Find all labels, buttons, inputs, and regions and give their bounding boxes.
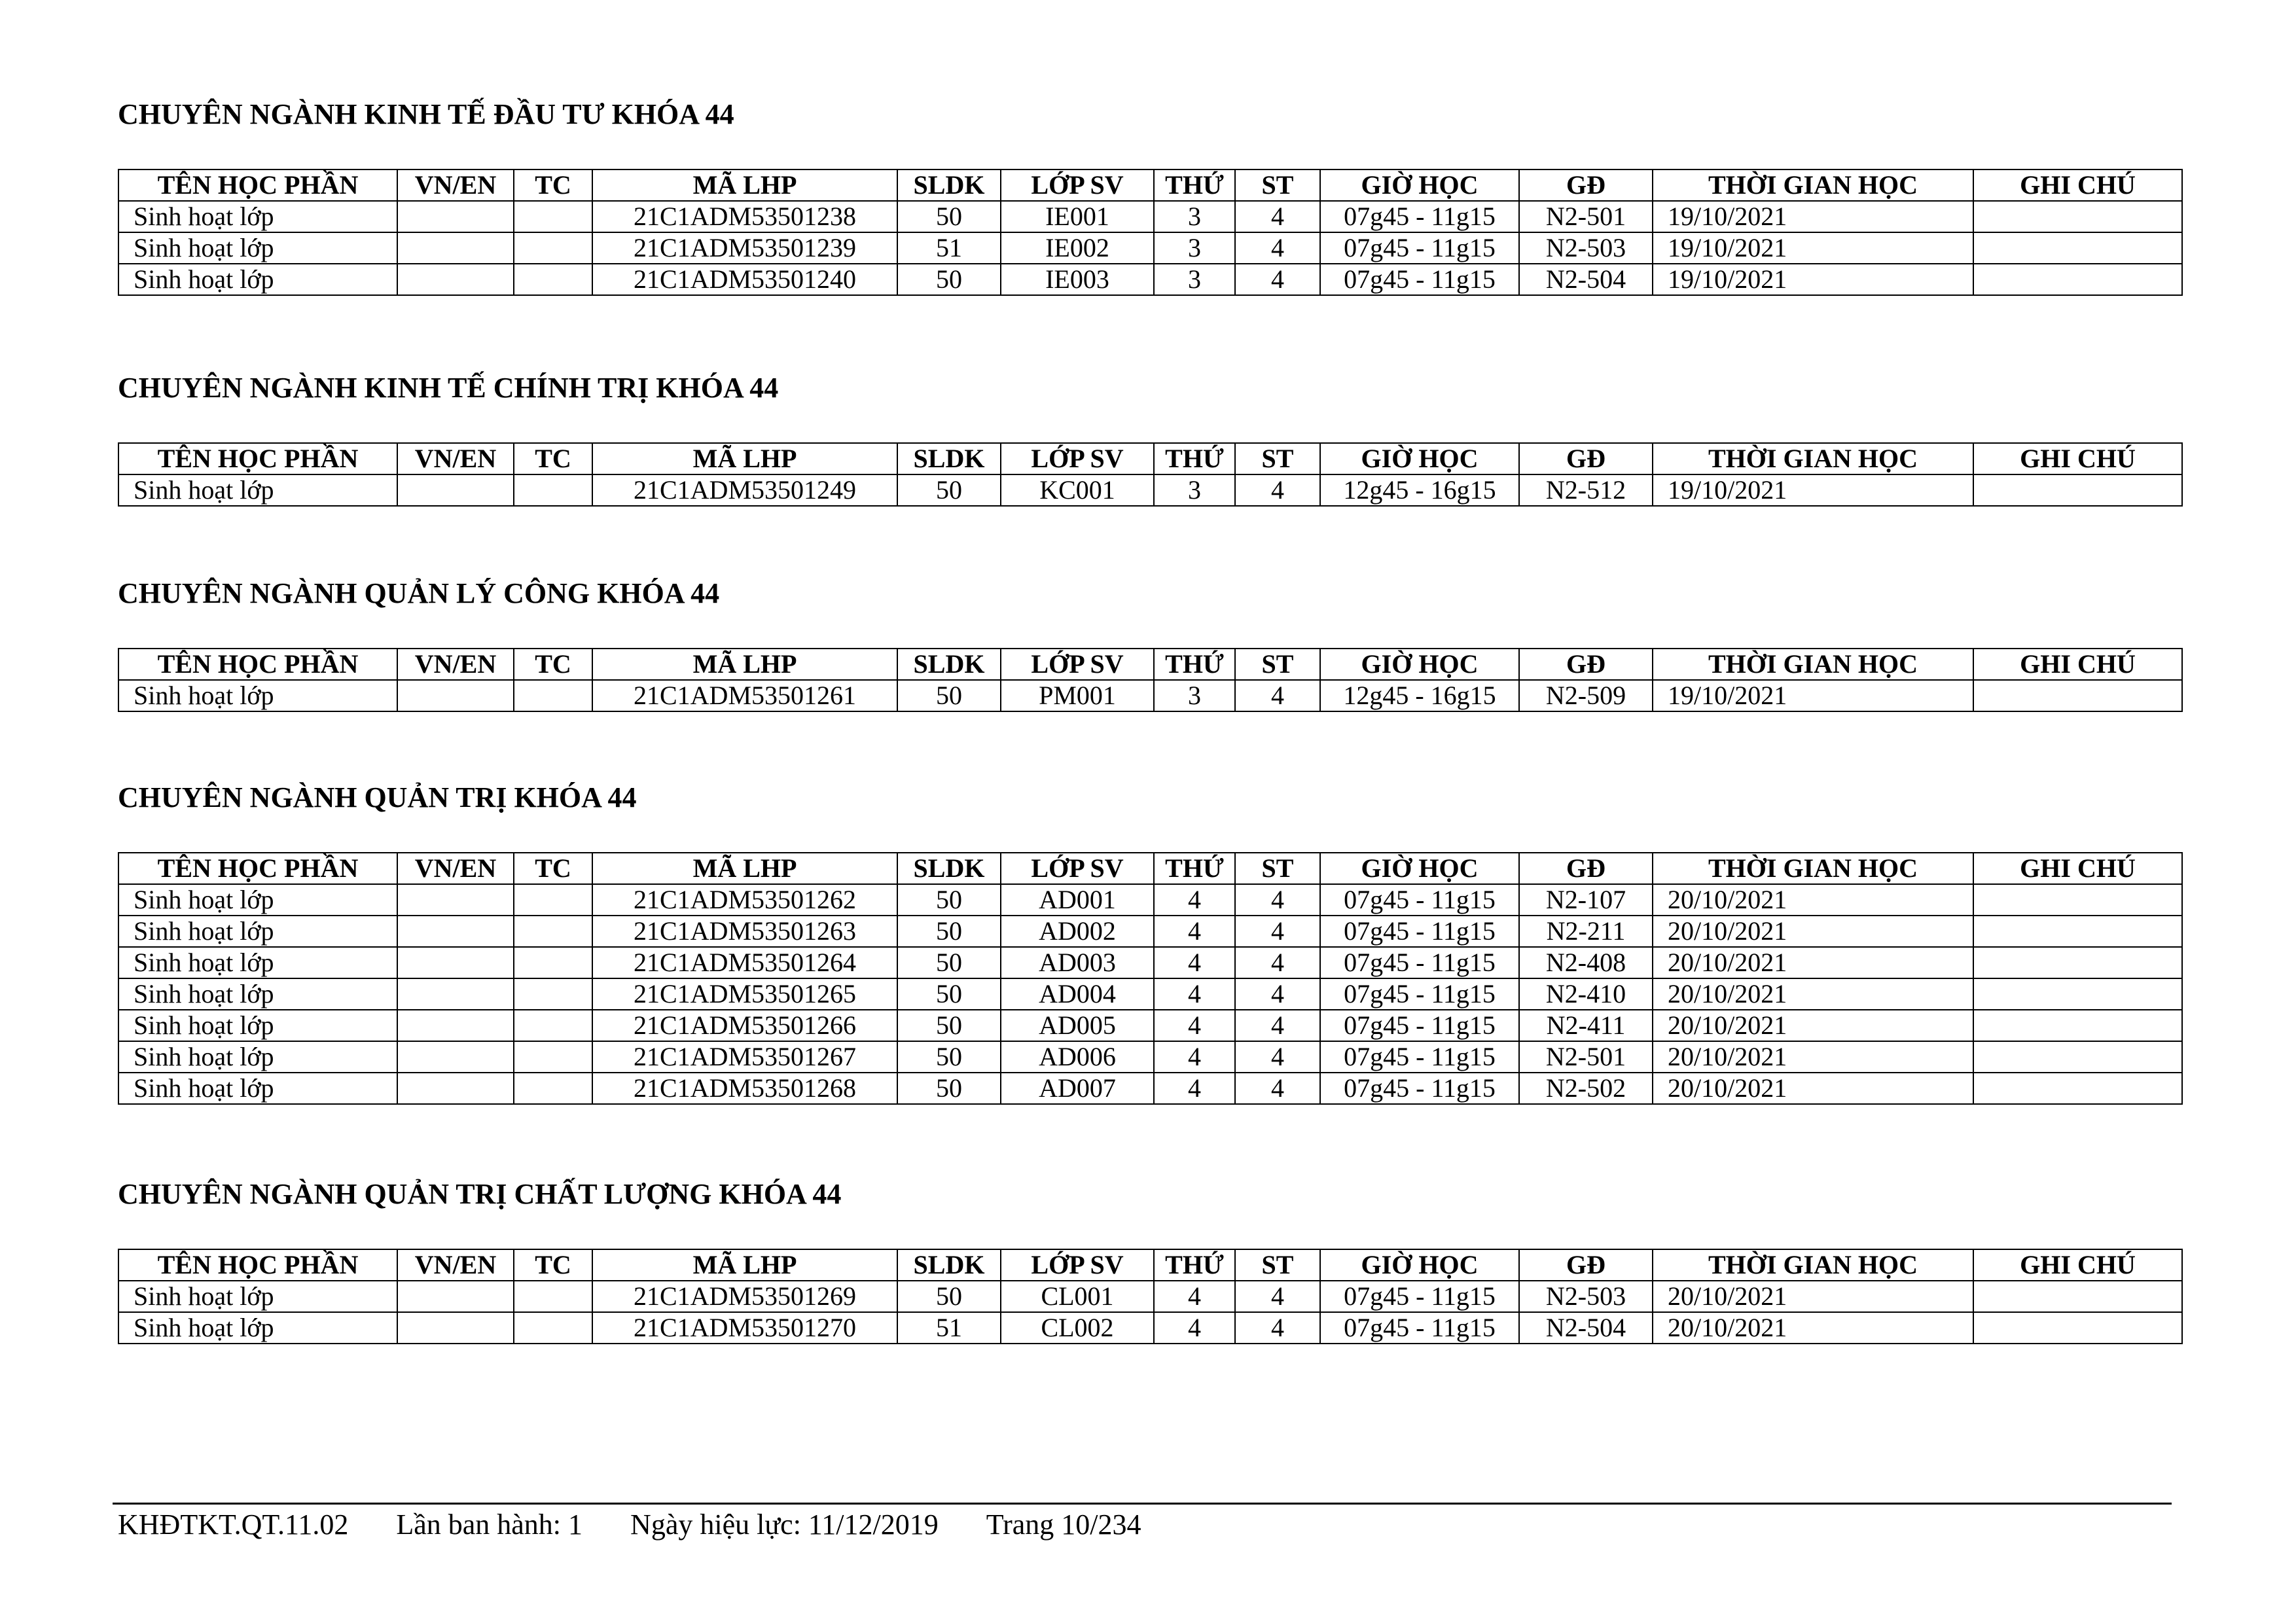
cell-room: N2-211 [1519,916,1653,947]
cell-credits [514,1281,592,1312]
cell-room: N2-410 [1519,978,1653,1010]
cell-study-time: 07g45 - 11g15 [1320,1281,1519,1312]
table-row [118,201,2182,232]
cell-study-time: 07g45 - 11g15 [1320,1312,1519,1344]
cell-study-time: 07g45 - 11g15 [1320,884,1519,916]
cell-note [1973,916,2182,947]
column-header-room: GĐ [1519,169,1653,201]
column-header-registered-count: SLDK [897,649,1001,680]
cell-course-name: Sinh hoạt lớp [118,680,397,711]
cell-weekday: 3 [1154,264,1235,295]
column-header-registered-count: SLDK [897,1249,1001,1281]
schedule-table [118,852,2183,1105]
cell-note [1973,978,2182,1010]
page-footer [118,1507,1182,1543]
cell-student-class: AD003 [1001,947,1154,978]
cell-weekday: 3 [1154,201,1235,232]
cell-class-code: 21C1ADM53501239 [592,232,897,264]
column-header-room: GĐ [1519,649,1653,680]
column-header-note: GHI CHÚ [1973,1249,2182,1281]
table-row [118,1312,2182,1344]
cell-note [1973,1073,2182,1104]
cell-room: N2-512 [1519,474,1653,506]
schedule-table [118,442,2183,507]
cell-note [1973,1041,2182,1073]
cell-credits [514,884,592,916]
column-header-class-code: MÃ LHP [592,853,897,884]
column-header-credits: TC [514,649,592,680]
cell-study-date: 19/10/2021 [1653,232,1973,264]
cell-note [1973,884,2182,916]
cell-weekday: 3 [1154,680,1235,711]
cell-weekday: 4 [1154,1010,1235,1041]
cell-student-class: AD004 [1001,978,1154,1010]
cell-periods: 4 [1235,916,1320,947]
column-header-room: GĐ [1519,853,1653,884]
cell-language [397,474,514,506]
column-header-weekday: THỨ [1154,649,1235,680]
column-header-periods: ST [1235,443,1320,474]
cell-registered-count: 50 [897,978,1001,1010]
cell-student-class: IE003 [1001,264,1154,295]
column-header-room: GĐ [1519,443,1653,474]
cell-note [1973,1010,2182,1041]
cell-language [397,201,514,232]
cell-periods: 4 [1235,680,1320,711]
cell-registered-count: 50 [897,1073,1001,1104]
cell-weekday: 4 [1154,1073,1235,1104]
column-header-periods: ST [1235,169,1320,201]
column-header-language: VN/EN [397,443,514,474]
cell-course-name: Sinh hoạt lớp [118,1010,397,1041]
column-header-language: VN/EN [397,649,514,680]
cell-weekday: 3 [1154,474,1235,506]
cell-student-class: AD007 [1001,1073,1154,1104]
cell-room: N2-504 [1519,1312,1653,1344]
cell-language [397,884,514,916]
column-header-registered-count: SLDK [897,169,1001,201]
cell-note [1973,947,2182,978]
cell-study-date: 20/10/2021 [1653,884,1973,916]
cell-periods: 4 [1235,978,1320,1010]
footer-document-code: KHĐTKT.QT.11.02 [118,1508,349,1541]
column-header-class-code: MÃ LHP [592,1249,897,1281]
cell-weekday: 4 [1154,1312,1235,1344]
section-title: CHUYÊN NGÀNH QUẢN LÝ CÔNG KHÓA 44 [118,577,720,609]
cell-language [397,680,514,711]
cell-course-name: Sinh hoạt lớp [118,232,397,264]
schedule-section [118,576,2181,710]
column-header-study-date: THỜI GIAN HỌC [1653,169,1973,201]
column-header-student-class: LỚP SV [1001,169,1154,201]
table-row [118,474,2182,506]
cell-student-class: IE002 [1001,232,1154,264]
column-header-periods: ST [1235,1249,1320,1281]
column-header-student-class: LỚP SV [1001,443,1154,474]
table-header-row [118,1249,2182,1281]
cell-room: N2-411 [1519,1010,1653,1041]
cell-room: N2-107 [1519,884,1653,916]
cell-room: N2-501 [1519,1041,1653,1073]
cell-language [397,1312,514,1344]
column-header-study-time: GIỜ HỌC [1320,1249,1519,1281]
table-header-row [118,443,2182,474]
column-header-weekday: THỨ [1154,853,1235,884]
cell-student-class: AD005 [1001,1010,1154,1041]
cell-study-time: 07g45 - 11g15 [1320,916,1519,947]
cell-course-name: Sinh hoạt lớp [118,947,397,978]
footer-page-number: Trang 10/234 [986,1508,1141,1541]
cell-course-name: Sinh hoạt lớp [118,978,397,1010]
cell-class-code: 21C1ADM53501267 [592,1041,897,1073]
table-row [118,1041,2182,1073]
table-row [118,264,2182,295]
column-header-registered-count: SLDK [897,443,1001,474]
column-header-course-name: TÊN HỌC PHẦN [118,443,397,474]
cell-class-code: 21C1ADM53501269 [592,1281,897,1312]
cell-study-time: 12g45 - 16g15 [1320,680,1519,711]
table-row [118,947,2182,978]
cell-study-date: 19/10/2021 [1653,201,1973,232]
cell-room: N2-502 [1519,1073,1653,1104]
column-header-note: GHI CHÚ [1973,169,2182,201]
column-header-note: GHI CHÚ [1973,443,2182,474]
column-header-weekday: THỨ [1154,1249,1235,1281]
column-header-study-date: THỜI GIAN HỌC [1653,853,1973,884]
cell-credits [514,474,592,506]
cell-language [397,916,514,947]
cell-credits [514,201,592,232]
table-header-row [118,853,2182,884]
cell-periods: 4 [1235,947,1320,978]
cell-registered-count: 51 [897,1312,1001,1344]
footer-divider [113,1503,2172,1505]
column-header-language: VN/EN [397,1249,514,1281]
schedule-table [118,1249,2183,1344]
column-header-periods: ST [1235,649,1320,680]
section-title: CHUYÊN NGÀNH QUẢN TRỊ CHẤT LƯỢNG KHÓA 44 [118,1178,842,1210]
cell-class-code: 21C1ADM53501240 [592,264,897,295]
cell-room: N2-503 [1519,232,1653,264]
cell-language [397,232,514,264]
column-header-credits: TC [514,169,592,201]
cell-language [397,1041,514,1073]
table-row [118,916,2182,947]
cell-class-code: 21C1ADM53501263 [592,916,897,947]
cell-class-code: 21C1ADM53501270 [592,1312,897,1344]
cell-registered-count: 50 [897,680,1001,711]
cell-student-class: AD006 [1001,1041,1154,1073]
cell-note [1973,201,2182,232]
cell-periods: 4 [1235,1312,1320,1344]
cell-language [397,1073,514,1104]
cell-room: N2-408 [1519,947,1653,978]
column-header-class-code: MÃ LHP [592,169,897,201]
column-header-study-time: GIỜ HỌC [1320,169,1519,201]
cell-study-date: 20/10/2021 [1653,1312,1973,1344]
cell-note [1973,264,2182,295]
cell-credits [514,264,592,295]
column-header-study-date: THỜI GIAN HỌC [1653,1249,1973,1281]
cell-registered-count: 50 [897,916,1001,947]
column-header-class-code: MÃ LHP [592,649,897,680]
cell-periods: 4 [1235,1041,1320,1073]
column-header-student-class: LỚP SV [1001,649,1154,680]
column-header-credits: TC [514,853,592,884]
cell-course-name: Sinh hoạt lớp [118,264,397,295]
table-row [118,1010,2182,1041]
cell-periods: 4 [1235,474,1320,506]
cell-registered-count: 51 [897,232,1001,264]
table-row [118,680,2182,711]
cell-credits [514,1312,592,1344]
column-header-course-name: TÊN HỌC PHẦN [118,1249,397,1281]
column-header-registered-count: SLDK [897,853,1001,884]
cell-registered-count: 50 [897,1281,1001,1312]
table-row [118,232,2182,264]
cell-room: N2-501 [1519,201,1653,232]
cell-weekday: 4 [1154,1281,1235,1312]
section-title: CHUYÊN NGÀNH KINH TẾ CHÍNH TRỊ KHÓA 44 [118,372,779,404]
table-row [118,978,2182,1010]
cell-student-class: AD002 [1001,916,1154,947]
column-header-periods: ST [1235,853,1320,884]
cell-credits [514,232,592,264]
cell-credits [514,1041,592,1073]
cell-room: N2-509 [1519,680,1653,711]
cell-student-class: CL001 [1001,1281,1154,1312]
cell-room: N2-504 [1519,264,1653,295]
column-header-student-class: LỚP SV [1001,853,1154,884]
cell-registered-count: 50 [897,884,1001,916]
cell-periods: 4 [1235,264,1320,295]
cell-note [1973,680,2182,711]
cell-course-name: Sinh hoạt lớp [118,1281,397,1312]
cell-study-time: 07g45 - 11g15 [1320,264,1519,295]
cell-study-date: 20/10/2021 [1653,1041,1973,1073]
cell-student-class: PM001 [1001,680,1154,711]
cell-course-name: Sinh hoạt lớp [118,201,397,232]
cell-registered-count: 50 [897,1010,1001,1041]
column-header-weekday: THỨ [1154,169,1235,201]
cell-course-name: Sinh hoạt lớp [118,1041,397,1073]
schedule-section [118,97,2181,294]
table-header-row [118,649,2182,680]
column-header-credits: TC [514,1249,592,1281]
cell-credits [514,916,592,947]
cell-weekday: 3 [1154,232,1235,264]
column-header-study-time: GIỜ HỌC [1320,853,1519,884]
column-header-study-date: THỜI GIAN HỌC [1653,443,1973,474]
column-header-class-code: MÃ LHP [592,443,897,474]
column-header-course-name: TÊN HỌC PHẦN [118,853,397,884]
cell-periods: 4 [1235,1281,1320,1312]
cell-credits [514,1073,592,1104]
cell-periods: 4 [1235,1010,1320,1041]
column-header-study-date: THỜI GIAN HỌC [1653,649,1973,680]
cell-registered-count: 50 [897,474,1001,506]
schedule-section [118,1177,2181,1342]
cell-study-date: 19/10/2021 [1653,680,1973,711]
cell-study-date: 20/10/2021 [1653,947,1973,978]
column-header-course-name: TÊN HỌC PHẦN [118,649,397,680]
cell-class-code: 21C1ADM53501262 [592,884,897,916]
schedule-section [118,370,2181,505]
cell-note [1973,232,2182,264]
section-title: CHUYÊN NGÀNH QUẢN TRỊ KHÓA 44 [118,781,637,813]
cell-credits [514,680,592,711]
cell-study-date: 19/10/2021 [1653,264,1973,295]
cell-class-code: 21C1ADM53501261 [592,680,897,711]
footer-effective-date: Ngày hiệu lực: 11/12/2019 [630,1508,939,1541]
cell-periods: 4 [1235,884,1320,916]
cell-credits [514,947,592,978]
cell-language [397,1281,514,1312]
cell-weekday: 4 [1154,947,1235,978]
column-header-language: VN/EN [397,853,514,884]
cell-class-code: 21C1ADM53501268 [592,1073,897,1104]
cell-weekday: 4 [1154,1041,1235,1073]
cell-student-class: KC001 [1001,474,1154,506]
cell-course-name: Sinh hoạt lớp [118,474,397,506]
column-header-study-time: GIỜ HỌC [1320,649,1519,680]
cell-course-name: Sinh hoạt lớp [118,1073,397,1104]
cell-language [397,264,514,295]
cell-class-code: 21C1ADM53501266 [592,1010,897,1041]
cell-course-name: Sinh hoạt lớp [118,1312,397,1344]
cell-class-code: 21C1ADM53501265 [592,978,897,1010]
schedule-table [118,169,2183,296]
column-header-note: GHI CHÚ [1973,853,2182,884]
cell-registered-count: 50 [897,264,1001,295]
table-row [118,884,2182,916]
cell-course-name: Sinh hoạt lớp [118,884,397,916]
cell-study-time: 07g45 - 11g15 [1320,1041,1519,1073]
cell-student-class: CL002 [1001,1312,1154,1344]
cell-study-time: 07g45 - 11g15 [1320,978,1519,1010]
cell-note [1973,1281,2182,1312]
cell-class-code: 21C1ADM53501238 [592,201,897,232]
cell-credits [514,978,592,1010]
cell-note [1973,1312,2182,1344]
column-header-weekday: THỨ [1154,443,1235,474]
footer-issue: Lần ban hành: 1 [396,1508,583,1541]
table-header-row [118,169,2182,201]
column-header-study-time: GIỜ HỌC [1320,443,1519,474]
cell-study-date: 20/10/2021 [1653,916,1973,947]
cell-course-name: Sinh hoạt lớp [118,916,397,947]
cell-study-date: 20/10/2021 [1653,1281,1973,1312]
column-header-note: GHI CHÚ [1973,649,2182,680]
cell-study-time: 07g45 - 11g15 [1320,1073,1519,1104]
cell-registered-count: 50 [897,1041,1001,1073]
column-header-course-name: TÊN HỌC PHẦN [118,169,397,201]
cell-study-date: 19/10/2021 [1653,474,1973,506]
section-title: CHUYÊN NGÀNH KINH TẾ ĐẦU TƯ KHÓA 44 [118,98,734,130]
cell-language [397,978,514,1010]
cell-study-date: 20/10/2021 [1653,1010,1973,1041]
table-row [118,1073,2182,1104]
column-header-language: VN/EN [397,169,514,201]
cell-study-time: 07g45 - 11g15 [1320,1010,1519,1041]
cell-periods: 4 [1235,201,1320,232]
cell-credits [514,1010,592,1041]
cell-registered-count: 50 [897,201,1001,232]
table-row [118,1281,2182,1312]
cell-student-class: IE001 [1001,201,1154,232]
cell-weekday: 4 [1154,884,1235,916]
cell-study-date: 20/10/2021 [1653,978,1973,1010]
cell-class-code: 21C1ADM53501249 [592,474,897,506]
schedule-table [118,648,2183,712]
cell-registered-count: 50 [897,947,1001,978]
schedule-section [118,780,2181,1103]
cell-study-time: 12g45 - 16g15 [1320,474,1519,506]
column-header-student-class: LỚP SV [1001,1249,1154,1281]
column-header-credits: TC [514,443,592,474]
cell-language [397,947,514,978]
cell-periods: 4 [1235,232,1320,264]
cell-room: N2-503 [1519,1281,1653,1312]
cell-study-time: 07g45 - 11g15 [1320,232,1519,264]
column-header-room: GĐ [1519,1249,1653,1281]
cell-student-class: AD001 [1001,884,1154,916]
cell-note [1973,474,2182,506]
cell-periods: 4 [1235,1073,1320,1104]
cell-class-code: 21C1ADM53501264 [592,947,897,978]
cell-weekday: 4 [1154,916,1235,947]
cell-weekday: 4 [1154,978,1235,1010]
cell-study-time: 07g45 - 11g15 [1320,947,1519,978]
cell-study-time: 07g45 - 11g15 [1320,201,1519,232]
cell-study-date: 20/10/2021 [1653,1073,1973,1104]
cell-language [397,1010,514,1041]
